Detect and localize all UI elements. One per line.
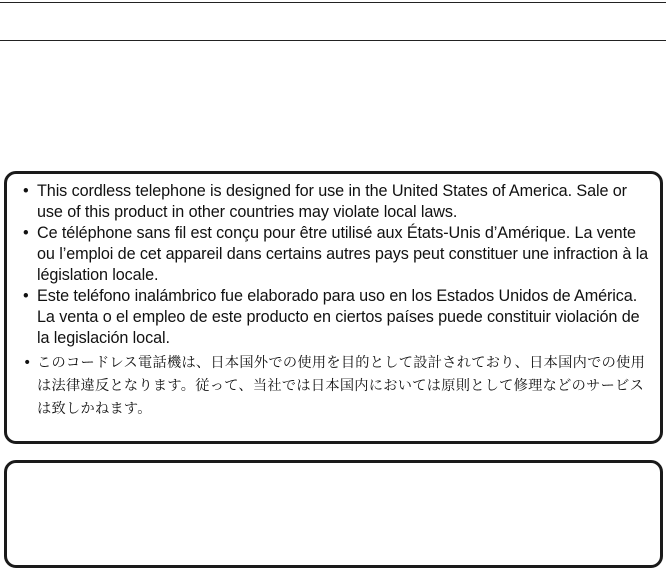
notice-text-english: This cordless telephone is designed for use in the United States of America. Sale or use of this product in other countries may violate local laws. bbox=[37, 182, 627, 221]
bullet-icon: • bbox=[23, 355, 32, 371]
header-rule bbox=[0, 40, 666, 41]
notice-text-japanese: このコードレス電話機は、日本国外での使用を目的として設計されており、日本国内での使用は法律違反となります。従って、当社では日本国内においては原則として修理などのサービスは致しかねます。 bbox=[37, 355, 646, 417]
bullet-icon: • bbox=[23, 287, 29, 305]
notice-text-french: Ce téléphone sans fil est conçu pour être utilisé aux États-Unis d’Amérique. La vente ou l’emploi de cet appareil dans certains autres pays peut constituer une infraction à la législation locale. bbox=[37, 224, 649, 284]
notice-item-english bbox=[23, 181, 650, 223]
empty-note-box bbox=[4, 460, 663, 568]
bullet-icon: • bbox=[23, 224, 29, 242]
usage-notice-box bbox=[4, 171, 663, 444]
notice-item-japanese bbox=[23, 352, 650, 421]
notice-item-spanish bbox=[23, 286, 650, 349]
bullet-icon: • bbox=[23, 182, 29, 200]
top-rule bbox=[0, 2, 666, 3]
notice-item-french bbox=[23, 223, 650, 286]
notice-text-spanish: Este teléfono inalámbrico fue elaborado para uso en los Estados Unidos de América. La venta o el empleo de este producto en ciertos países puede constituir violación de la legislación local. bbox=[37, 287, 640, 347]
notice-list bbox=[7, 174, 660, 421]
